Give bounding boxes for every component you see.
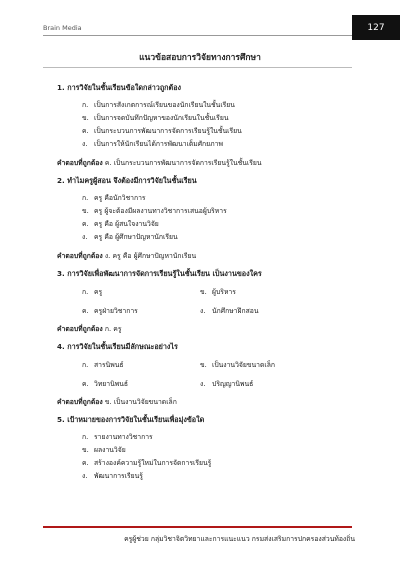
option [82, 378, 200, 390]
option-text: รายงานทางวิชาการ [94, 433, 153, 441]
question-2-options [82, 192, 357, 244]
option [82, 218, 357, 231]
option [82, 359, 200, 371]
option [200, 305, 320, 317]
option-key: ค. [82, 380, 89, 388]
option [82, 192, 357, 205]
option-key: ค. [82, 307, 89, 315]
option-text: สารนิพนธ์ [94, 361, 124, 369]
option [82, 99, 357, 112]
option-key: ค. [82, 459, 89, 467]
option [200, 378, 320, 390]
title-divider [43, 67, 352, 68]
option [82, 444, 357, 457]
question-3: 3. การวิจัยเพื่อพัฒนาการจัดการเรียนรู้ในชั้นเรียน เป็นงานของใคร [57, 269, 262, 278]
option-key: ง. [82, 472, 88, 480]
option-text: เป็นการสังเกตการณ์เรียนของนักเรียนในชั้นเรียน [94, 101, 235, 109]
option [200, 359, 320, 371]
option [82, 470, 357, 483]
option-key: ก. [82, 361, 89, 369]
answer-2 [57, 251, 357, 262]
option-key: ข. [82, 446, 89, 454]
question-2: 2. ทำไมครูผู้สอน จึงต้องมีการวิจัยในชั้นเรียน [57, 176, 197, 185]
option-key: ข. [82, 207, 89, 215]
option-text: เป็นการจดบันทึกปัญหาของนักเรียนในชั้นเรียน [94, 114, 229, 122]
option-key: ก. [82, 433, 89, 441]
question-4-options [82, 359, 357, 390]
option-text: นักศึกษาฝึกสอน [212, 307, 259, 315]
answer-4 [57, 397, 357, 408]
option-key: ง. [200, 380, 206, 388]
option-text: ครูฝ่ายวิชาการ [94, 307, 138, 315]
answer-text: ข. เป็นงานวิจัยขนาดเล็ก [102, 398, 177, 406]
option-text: ปริญญานิพนธ์ [212, 380, 254, 388]
option [82, 457, 357, 470]
option-key: ค. [82, 127, 89, 135]
option [82, 138, 357, 151]
option-key: ก. [82, 288, 89, 296]
answer-3 [57, 324, 357, 335]
option-key: ก. [82, 194, 89, 202]
question-5: 5. เป้าหมายของการวิจัยในชั้นเรียนเพื่อมุ่งข้อใด [57, 415, 205, 424]
option-key: ข. [82, 114, 89, 122]
answer-text: ก. ครู [102, 325, 122, 333]
option [82, 125, 357, 138]
option-key: ข. [200, 361, 207, 369]
option-key: ง. [82, 233, 88, 241]
question-list [57, 82, 357, 483]
option [82, 286, 200, 298]
option-text: ผู้บริหาร [212, 288, 236, 296]
option [82, 112, 357, 125]
option-text: ครู [94, 288, 103, 296]
option-text: ครู คือนักวิชาการ [94, 194, 146, 202]
question-1-options [82, 99, 357, 151]
option-text: สร้างองค์ความรู้ใหม่ในการจัดการเรียนรู้ [94, 459, 212, 467]
answer-text: ค. เป็นกระบวนการพัฒนาการจัดการเรียนรู้ในชั้นเรียน [102, 159, 262, 167]
answer-label: คำตอบที่ถูกต้อง [57, 398, 103, 406]
answer-label: คำตอบที่ถูกต้อง [57, 252, 103, 260]
option-text: เป็นงานวิจัยขนาดเล็ก [212, 361, 275, 369]
option-key: ง. [200, 307, 206, 315]
answer-1 [57, 158, 357, 169]
footer-text: ครูผู้ช่วย กลุ่มวิชาจิตวิทยาและการแนะแนว กรมส่งเสริมการปกครองส่วนท้องถิ่น [124, 535, 355, 543]
answer-label: คำตอบที่ถูกต้อง [57, 159, 103, 167]
answer-text: ง. ครู คือ ผู้ศึกษาปัญหานักเรียน [102, 252, 197, 260]
option-text: วิทยานิพนธ์ [94, 380, 129, 388]
option-text: เป็นกระบวนการพัฒนาการจัดการเรียนรู้ในชั้นเรียน [94, 127, 242, 135]
option-key: ข. [200, 288, 207, 296]
option [82, 205, 357, 218]
page-title: แนวข้อสอบการวิจัยทางการศึกษา [139, 53, 261, 63]
page-number: 127 [352, 15, 400, 40]
question-1: 1. การวิจัยในชั้นเรียนข้อใดกล่าวถูกต้อง [57, 83, 182, 92]
footer-divider [43, 526, 352, 528]
option-text: ครู ผู้จะต้องมีผลงานทางวิชาการเสนอผู้บริหาร [94, 207, 227, 215]
question-3-options [82, 286, 357, 317]
header-divider [43, 35, 352, 36]
option-text: เป็นการให้นักเรียนได้การพัฒนาเต็มศักยภาพ [94, 140, 223, 148]
option-key: ก. [82, 101, 89, 109]
question-4: 4. การวิจัยในชั้นเรียนมีลักษณะอย่างไร [57, 342, 178, 351]
option [82, 231, 357, 244]
option-text: ครู คือ ผู้สนใจงานวิจัย [94, 220, 159, 228]
option [82, 305, 200, 317]
option [200, 286, 320, 298]
question-5-options [82, 431, 357, 483]
option-key: ง. [82, 140, 88, 148]
option-key: ค. [82, 220, 89, 228]
option-text: พัฒนาการเรียนรู้ [94, 472, 143, 480]
option-text: ครู คือ ผู้ศึกษาปัญหานักเรียน [94, 233, 178, 241]
header-brand: Brain Media [43, 24, 82, 32]
option-text: ผลงานวิจัย [94, 446, 126, 454]
answer-label: คำตอบที่ถูกต้อง [57, 325, 103, 333]
option [82, 431, 357, 444]
